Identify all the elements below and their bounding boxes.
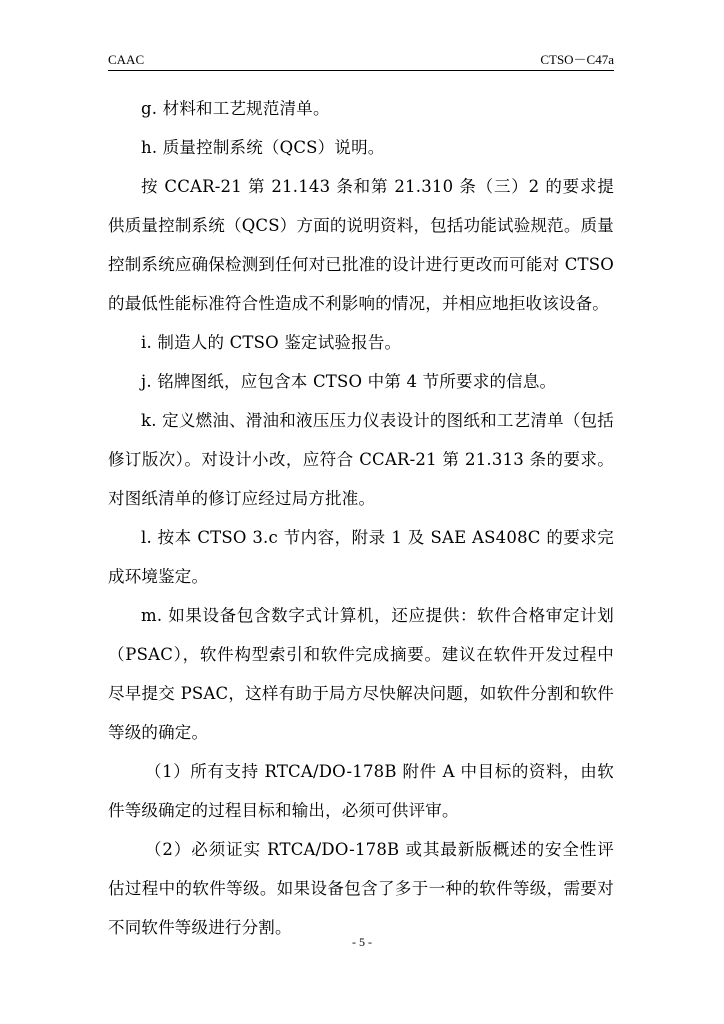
item-m: m. 如果设备包含数字式计算机，还应提供：软件合格审定计划（PSAC），软件构型索引和软件完成摘要。建议在软件开发过程中尽早提交 PSAC，这样有助于局方尽快解决问题，如软件分割和软件等级的确定。	[108, 606, 614, 742]
sub-item-2: （2）必须证实 RTCA/DO-178B 或其最新版概述的安全性评估过程中的软件等级。如果设备包含了多于一种的软件等级，需要对不同软件等级进行分割。	[108, 840, 614, 937]
page-number: - 5 -	[352, 935, 372, 949]
item-g: g. 材料和工艺规范清单。	[141, 99, 330, 118]
sub-item-1: （1）所有支持 RTCA/DO-178B 附件 A 中目标的资料，由软件等级确定的过程目标和输出，必须可供评审。	[108, 762, 614, 820]
item-l: l. 按本 CTSO 3.c 节内容，附录 1 及 SAE AS408C 的要求完成环境鉴定。	[108, 528, 614, 586]
page-header	[108, 52, 614, 71]
item-k: k. 定义燃油、滑油和液压压力仪表设计的图纸和工艺清单（包括修订版次）。对设计小改，应符合 CCAR-21 第 21.313 条的要求。对图纸清单的修订应经过局方批准。	[108, 411, 614, 508]
header-doc-id: CTSO－C47a	[540, 52, 614, 67]
qcs-description: 按 CCAR-21 第 21.143 条和第 21.310 条（三）2 的要求提供质量控制系统（QCS）方面的说明资料，包括功能试验规范。质量控制系统应确保检测到任何对已批准的设计进行更改而可能对 CTSO 的最低性能标准符合性造成不利影响的情况，并相应地拒收该设备。	[108, 177, 614, 313]
item-h: h. 质量控制系统（QCS）说明。	[141, 138, 385, 157]
document-body	[108, 89, 614, 947]
header-org: CAAC	[108, 52, 145, 67]
item-i: i. 制造人的 CTSO 鉴定试验报告。	[141, 333, 402, 352]
item-j: j. 铭牌图纸，应包含本 CTSO 中第 4 节所要求的信息。	[141, 372, 557, 391]
